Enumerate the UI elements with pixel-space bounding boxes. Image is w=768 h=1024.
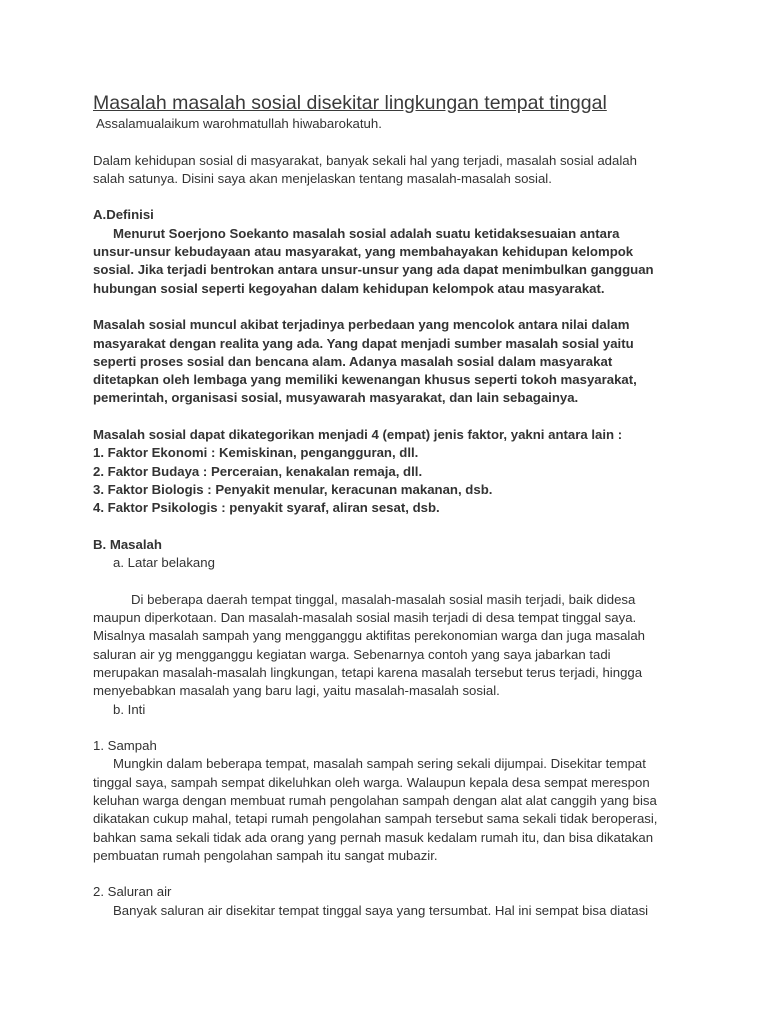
sampah-heading: 1. Sampah	[93, 738, 157, 754]
latar-line: Di beberapa daerah tempat tinggal, masalah-masalah sosial masih terjadi, baik didesa	[131, 591, 636, 607]
latar-line: menyebabkan masalah yang baru lagi, yaitu masalah-masalah sosial.	[93, 683, 500, 699]
saluran-heading: 2. Saluran air	[93, 884, 172, 900]
faktor-item: 3. Faktor Biologis : Penyakit menular, keracunan makanan, dsb.	[93, 481, 493, 497]
definisi-section	[93, 206, 683, 517]
intro-line: Dalam kehidupan sosial di masyarakat, banyak sekali hal yang terjadi, masalah sosial adalah	[93, 152, 637, 168]
definisi-line: unsur-unsur kebudayaan atau masyarakat, yang membahayakan kehidupan kelompok	[93, 244, 634, 260]
inti-subheading: b. Inti	[113, 701, 146, 717]
latar-line: maupun diperkotaan. Dan masalah-masalah sosial masih terjadi di desa tempat tinggal saya.	[93, 610, 637, 626]
faktor-item: 4. Faktor Psikologis : penyakit syaraf, aliran sesat, dsb.	[93, 500, 440, 516]
definisi-line: ditetapkan oleh lembaga yang memiliki kewenangan khusus seperti tokoh masyarakat,	[93, 372, 637, 388]
definisi-line: Masalah sosial muncul akibat terjadinya perbedaan yang mencolok antara nilai dalam	[93, 317, 630, 333]
sampah-line: bahkan sama sekali tidak ada orang yang pernah masuk kedalam rumah itu, dan bisa dikatakan	[93, 829, 654, 845]
latar-line: saluran air yg mengganggu kegiatan warga. Sebenarnya contoh yang saya jabarkan tadi	[93, 646, 611, 662]
intro-paragraph	[93, 152, 683, 189]
definisi-heading: A.Definisi	[93, 207, 154, 223]
definisi-line: hubungan sosial seperti kegoyahan dalam kehidupan kelompok atau masyarakat.	[93, 280, 605, 296]
faktor-intro: Masalah sosial dapat dikategorikan menjadi 4 (empat) jenis faktor, yakni antara lain :	[93, 427, 623, 443]
sampah-line: tinggal saya, sampah sempat dikeluhkan oleh warga. Walaupun kepala desa sempat merespon	[93, 774, 650, 790]
definisi-line: pemerintah, organisasi sosial, musyawarah masyarakat, dan lain sebagainya.	[93, 390, 579, 406]
sampah-line: pembuatan rumah pengolahan sampah itu sangat mubazir.	[93, 847, 438, 863]
saluran-line: Banyak saluran air disekitar tempat tinggal saya yang tersumbat. Hal ini sempat bisa diatasi	[113, 902, 649, 918]
sampah-line: Mungkin dalam beberapa tempat, masalah sampah sering sekali dijumpai. Disekitar tempat	[113, 756, 646, 772]
definisi-line: sosial. Jika terjadi bentrokan antara unsur-unsur yang ada dapat menimbulkan gangguan	[93, 262, 654, 278]
latar-belakang-subheading: a. Latar belakang	[113, 555, 215, 571]
definisi-line: Menurut Soerjono Soekanto masalah sosial adalah suatu ketidaksesuaian antara	[113, 225, 620, 241]
faktor-item: 1. Faktor Ekonomi : Kemiskinan, pengangguran, dll.	[93, 445, 419, 461]
document-title: Masalah masalah sosial disekitar lingkungan tempat tinggal	[93, 92, 607, 114]
faktor-item: 2. Faktor Budaya : Perceraian, kenakalan remaja, dll.	[93, 463, 423, 479]
definisi-line: masyarakat dengan realita yang ada. Yang dapat menjadi sumber masalah sosial yaitu	[93, 335, 634, 351]
definisi-line: seperti proses sosial dan bencana alam. Adanya masalah sosial dalam masyarakat	[93, 353, 613, 369]
masalah-heading: B. Masalah	[93, 536, 162, 552]
intro-line: salah satunya. Disini saya akan menjelaskan tentang masalah-masalah sosial.	[93, 170, 552, 186]
sampah-line: keluhan warga dengan membuat rumah pengolahan sampah dengan alat alat canggih yang bisa	[93, 792, 657, 808]
masalah-section	[93, 536, 683, 920]
greeting: Assalamualaikum warohmatullah hiwabarokatuh.	[96, 116, 382, 131]
latar-line: merupakan masalah-masalah lingkungan, tetapi karena masalah tersebut terus terjadi, hingga	[93, 664, 643, 680]
sampah-line: dikatakan cukup mahal, tetapi rumah pengolahan sampah tersebut sama sekali tidak beroperasi,	[93, 811, 658, 827]
latar-line: Misalnya masalah sampah yang mengganggu aktifitas perekonomian warga dan juga masalah	[93, 628, 646, 644]
document-content	[93, 90, 683, 920]
